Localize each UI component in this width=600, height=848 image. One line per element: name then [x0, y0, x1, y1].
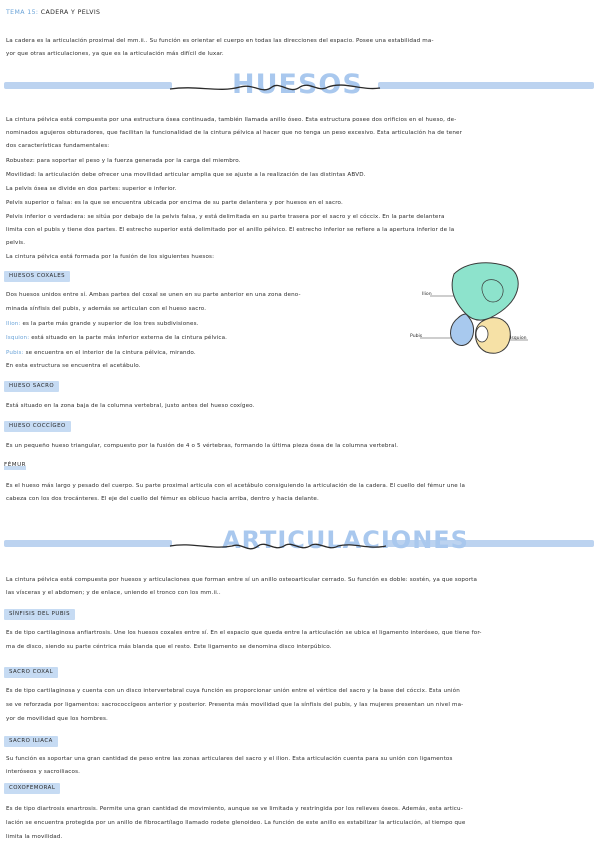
femur-label: FÉMUR [4, 462, 27, 468]
figure-label-pubis: Pubis [410, 334, 423, 339]
sacrocoxal-line-2: se ve reforzada por ligamentos: sacrococcígeos anterior y posterior. Presenta más movilidad que la sínfisis del pubis, y las mujeres presentan un nivel ma- [6, 702, 464, 708]
sinfisis-line-2: ma de disco, siendo su parte céntrica más blanda que el resto. Este ligamento se denomina disco interpúbico. [6, 644, 332, 650]
huesos-line-11: La cintura pélvica está formada por la fusión de los siguientes huesos: [6, 254, 215, 260]
coxales-pubis-line [6, 347, 196, 360]
sinfisis-line-1: Es de tipo cartilaginosa anfiartrosis. Une los huesos coxales entre sí. En el espacio que queda entre la articulación se ubica el ligamento interóseo, que tiene for- [6, 630, 482, 636]
isquion-term: Isquion: [6, 335, 30, 341]
ilion-text: es la parte más grande y superior de los tres subdivisiones. [22, 321, 199, 327]
huesos-line-8: Pelvis inferior o verdadera: se sitúa por debajo de la pelvis falsa, y está delimitada en su parte trasera por el sacro y el cóccix. En la parte delantera [6, 214, 445, 220]
huesos-line-7: Pelvis superior o falsa: es la que se encuentra ubicada por encima de su parte delantera y por huesos en el sacro. [6, 200, 343, 206]
obturator-foramen [476, 326, 488, 342]
section-title-huesos: HUESOS [232, 69, 363, 100]
coxal-bone-figure [410, 258, 540, 368]
coxofemoral-line-2: lación se encuentra protegida por un anillo de fibrocartílago llamado rodete glenoideo. La función de este anillo es estabilizar la articulación, al tiempo que [6, 820, 466, 826]
pubis-term: Pubis: [6, 350, 24, 356]
huesos-line-4: Robustez: para soportar el peso y la fuerza generada por la carga del miembro. [6, 158, 241, 164]
tag-sacro-iliaca: SACRO ILIACA [4, 736, 58, 747]
topic-header [6, 9, 100, 16]
ilion-term: Ilion: [6, 321, 21, 327]
huesos-line-10: pelvis. [6, 240, 26, 246]
sacrocoxal-line-3: yor de movilidad que los hombres. [6, 716, 108, 722]
coxofemoral-line-1: Es de tipo diartrosis enartrosis. Permite una gran cantidad de movimiento, aunque se ve limitada y restringida por los relieves óseos. Además, esta articu- [6, 806, 463, 812]
figure-label-ilion: Ilion [422, 292, 432, 297]
tag-sinfisis-pubis: SÍNFISIS DEL PUBIS [4, 609, 75, 620]
isquion-text: está situado en la parte más inferior externa de la cintura pélvica. [31, 335, 228, 341]
tag-sacro-coxal: SACRO COXAL [4, 667, 58, 678]
huesos-line-1: La cintura pélvica está compuesta por una estructura ósea continuada, también llamada anillo óseo. Esta estructura posee dos orificios en el hueso, de- [6, 117, 457, 123]
huesos-line-3: dos características fundamentales: [6, 143, 110, 149]
topic-title: CADERA Y PELVIS [40, 9, 101, 16]
heading-bar-left [4, 82, 172, 89]
coxales-line-1: Dos huesos unidos entre sí. Ambas partes del coxal se unen en su parte anterior en una zona deno- [6, 292, 301, 298]
heading-bar-right [378, 82, 594, 89]
huesos-line-2: nominados agujeros obturadores, que facilitan la funcionalidad de la cintura pélvica al hacer que no tenga un peso excesivo. Esta articulación ha de tener [6, 130, 463, 136]
huesos-script-underline [168, 75, 383, 101]
tag-femur [4, 462, 26, 468]
intro-line-1: La cadera es la articulación proximal del mm.ii.. Su función es orientar el cuerpo en todas las direcciones del espacio. Posee una estabilidad ma- [6, 38, 434, 44]
articulaciones-script-underline [168, 534, 388, 560]
coxales-isquion-line [6, 332, 227, 345]
tag-coxofemoral: COXOFEMORAL [4, 783, 60, 794]
huesos-line-6: La pelvis ósea se divide en dos partes: superior e inferior. [6, 186, 177, 192]
heading-bar-left-2 [4, 540, 172, 547]
coxales-last-line: En esta estructura se encuentra el acetábulo. [6, 363, 141, 369]
sacroiliaca-line-2: interóseos y sacroiliacos. [6, 769, 81, 775]
coxales-line-2: minada sínfisis del pubis, y además se articulan con el hueso sacro. [6, 306, 207, 312]
topic-number: TEMA 15: [6, 9, 39, 16]
coxofemoral-line-3: limita la movilidad. [6, 834, 63, 840]
huesos-line-9: limita con el pubis y tiene dos partes. El estrecho superior está delimitado por el anillo pélvico. El estrecho inferior se refiere a la apertura inferior de la [6, 227, 455, 233]
tag-huesos-coxales: HUESOS COXALES [4, 271, 70, 282]
ilion-region [452, 263, 518, 320]
articulaciones-line-2: las vísceras y el abdomen; y de enlace, uniendo el tronco con los mm.ii.. [6, 590, 221, 596]
intro-line-2: yor que otras articulaciones, ya que es la articulación más difícil de luxar. [6, 51, 224, 57]
coccigeo-text: Es un pequeño hueso triangular, compuesto por la fusión de 4 o 5 vértebras, formando la última pieza ósea de la columna vertebral. [6, 443, 399, 449]
pubis-text: se encuentra en el interior de la cintura pélvica, mirando. [25, 350, 196, 356]
huesos-line-5: Movilidad: la articulación debe ofrecer una movilidad articular amplia que se ajuste a la realización de las distintas ABVD. [6, 172, 366, 178]
tag-hueso-sacro: HUESO SACRO [4, 381, 59, 392]
femur-line-1: Es el hueso más largo y pesado del cuerpo. Su parte proximal articula con el acetábulo consiguiendo la articulación de la cadera. El cuello del fémur une la [6, 483, 466, 489]
section-title-articulaciones: ARTICULACIONES [222, 526, 469, 554]
figure-label-isquion: Isquion [510, 336, 527, 341]
sacroiliaca-line-1: Su función es soportar una gran cantidad de peso entre las zonas articulares del sacro y el ilion. Esta articulación cuenta para su unión con ligamentos [6, 756, 453, 762]
coxales-ilion-line [6, 318, 199, 331]
sacro-text: Está situado en la zona baja de la columna vertebral, justo antes del hueso coxígeo. [6, 403, 255, 409]
pubis-region [451, 314, 474, 345]
tag-hueso-coccigeo: HUESO COCCÍGEO [4, 421, 71, 432]
articulaciones-line-1: La cintura pélvica está compuesta por huesos y articulaciones que forman entre sí un anillo osteoarticular cerrado. Su función es doble: sostén, ya que soporta [6, 577, 478, 583]
sacrocoxal-line-1: Es de tipo cartilaginosa y cuenta con un disco intervertebral cuya función es proporcionar unión entre el vértice del sacro y la base del cóccix. Esta unión [6, 688, 460, 694]
femur-line-2: cabeza con los dos trocánteres. El eje del cuello del fémur es oblicuo hacia arriba, dentro y hacia delante. [6, 496, 319, 502]
